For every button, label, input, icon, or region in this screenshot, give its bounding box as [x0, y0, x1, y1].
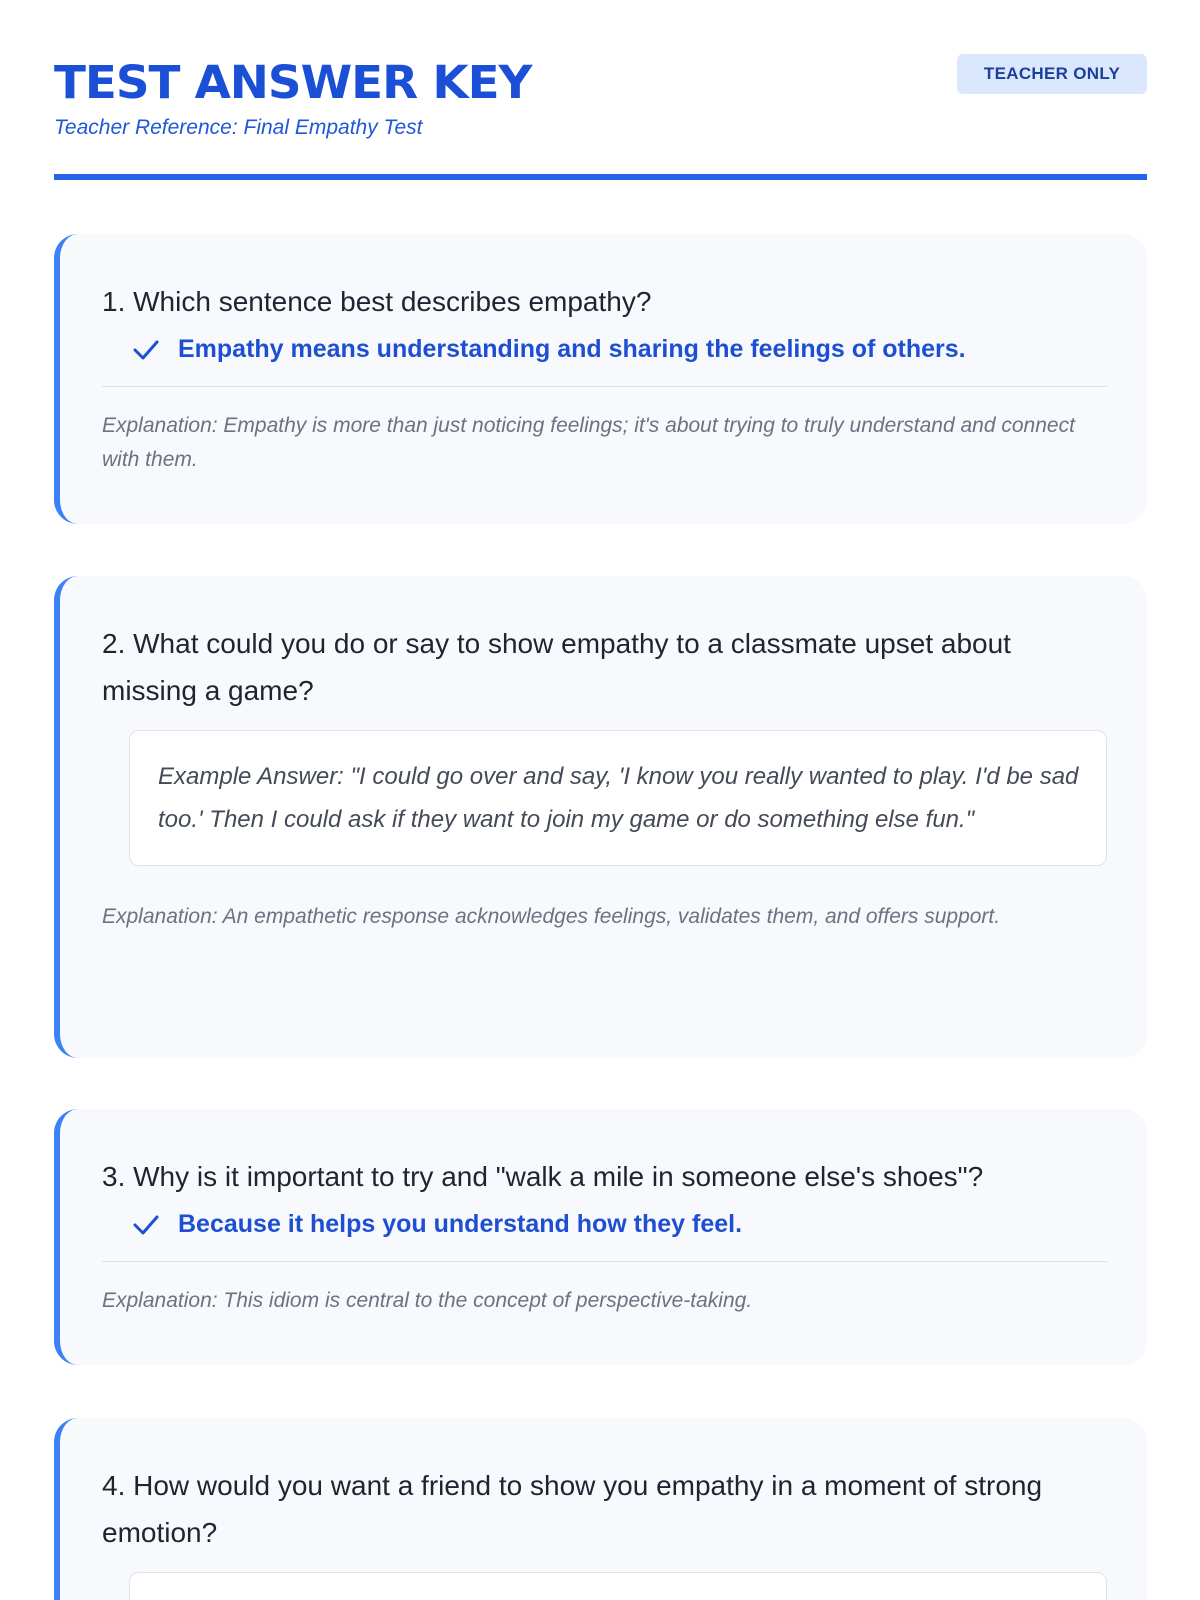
- question-card-1: [54, 234, 1147, 524]
- question-text: 2. What could you do or say to show empathy to a classmate upset about missing a game?: [102, 628, 1011, 706]
- answer-text: Because it helps you understand how they feel.: [178, 1210, 743, 1238]
- answer-text: Empathy means understanding and sharing the feelings of others.: [178, 335, 966, 363]
- check-icon: [132, 338, 160, 362]
- header-divider: [54, 174, 1147, 180]
- correct-answer: [132, 1210, 1107, 1239]
- question-text: 3. Why is it important to try and "walk a mile in someone else's shoes"?: [102, 1161, 984, 1192]
- explanation-text: Explanation: Empathy is more than just noticing feelings; it's about trying to truly understand and connect with them.: [102, 414, 1075, 471]
- check-icon: [132, 1213, 160, 1237]
- question-card-3: [54, 1109, 1147, 1365]
- document-header: [54, 52, 1147, 140]
- answer-divider: [102, 386, 1107, 387]
- question-card-2: [54, 576, 1147, 1058]
- question-card-4: [54, 1418, 1147, 1600]
- question-text: 1. Which sentence best describes empathy?: [102, 286, 652, 317]
- example-answer-box: [129, 1572, 1107, 1600]
- example-answer-box: Example Answer: "I could go over and say, 'I know you really wanted to play. I'd be sad too.' Then I could ask if they want to join my game or do something else fun.": [129, 730, 1107, 866]
- page-subtitle: Teacher Reference: Final Empathy Test: [54, 116, 423, 139]
- page-title: TEST ANSWER KEY: [54, 56, 532, 109]
- answer-divider: [102, 1261, 1107, 1262]
- explanation-text: Explanation: An empathetic response acknowledges feelings, validates them, and offers support.: [102, 905, 1001, 928]
- question-text: 4. How would you want a friend to show you empathy in a moment of strong emotion?: [102, 1470, 1043, 1548]
- correct-answer: [132, 335, 1107, 364]
- explanation-text: Explanation: This idiom is central to the concept of perspective-taking.: [102, 1289, 753, 1312]
- teacher-only-badge: TEACHER ONLY: [957, 54, 1147, 94]
